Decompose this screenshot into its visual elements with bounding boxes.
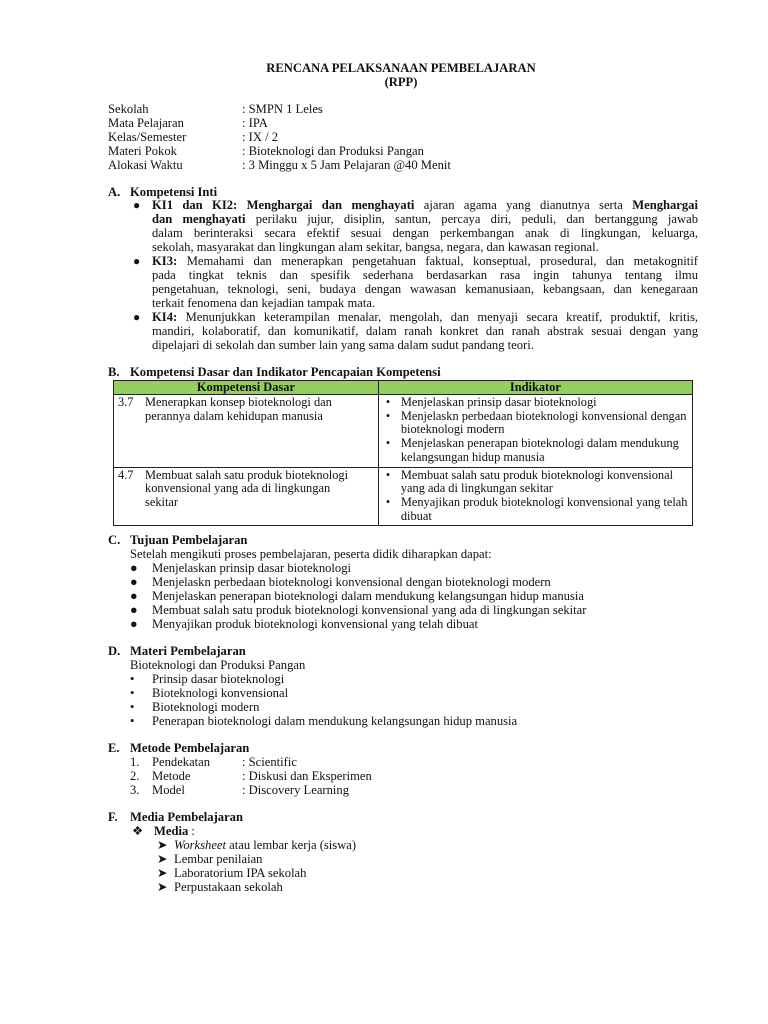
identity-label: Alokasi Waktu — [108, 158, 183, 172]
ki12-line4: sekolah, masyarakat dan lingkungan alam sekitar, bangsa, negara, dan kawasan regional. — [152, 240, 599, 254]
section-d-intro: Bioteknologi dan Produksi Pangan — [130, 658, 306, 672]
list-item: ● Menyajikan produk bioteknologi konvensional yang telah dibuat — [130, 617, 478, 631]
section-a-heading: A. Kompetensi Inti — [108, 185, 218, 199]
identity-label: Sekolah — [108, 102, 149, 116]
ki12-line3: dalam berinteraksi secara efektif sesuai dengan perkembangan anak di lingkungan, keluarga, — [152, 226, 698, 240]
ki3-line1: KI3: Memahami dan menerapkan pengetahuan faktual, konseptual, prosedural, dan metakognitif — [152, 254, 698, 268]
method-label: Pendekatan — [152, 755, 211, 769]
kd-cell: 4.7 Membuat salah satu produk bioteknologi konvensional yang ada di lingkungan sekitar — [114, 467, 379, 526]
ki4-line1: KI4: Menunjukkan keterampilan menalar, mengolah, dan menyaji secara kreatif, produktif, kritis, — [152, 310, 698, 324]
indicator-item: • Membuat salah satu produk bioteknologi konvensional yang ada di lingkungan sekitar — [383, 469, 690, 496]
method-value: : Diskusi dan Eksperimen — [242, 769, 372, 783]
section-f-heading: F. Media Pembelajaran — [108, 810, 243, 824]
section-d-heading: D. Materi Pembelajaran — [108, 644, 246, 658]
list-item: ● Menjelaskan prinsip dasar bioteknologi — [130, 561, 352, 575]
ki3-line3: pengetahuan, teknologi, seni, budaya dengan wawasan kemanusiaan, kebangsaan, dan kenegaraan — [152, 282, 698, 296]
bullet-dot: ● — [130, 589, 138, 603]
table-row — [114, 395, 693, 468]
bullet-dot: ● — [133, 198, 141, 212]
table-row — [114, 467, 693, 526]
diamond-bullet-icon: ❖ — [132, 824, 144, 838]
bullet-dot: ● — [133, 310, 141, 324]
section-e-heading: E. Metode Pembelajaran — [108, 741, 250, 755]
list-item: • Bioteknologi modern — [130, 700, 260, 714]
section-c-intro: Setelah mengikuti proses pembelajaran, peserta didik diharapkan dapat: — [130, 547, 492, 561]
method-num: 3. — [130, 783, 140, 797]
indicator-item: • Menyajikan produk bioteknologi konvensional yang telah dibuat — [383, 496, 690, 523]
column-header: Indikator — [378, 381, 692, 395]
small-bullet: • — [130, 686, 135, 700]
section-b-heading: B. Kompetensi Dasar dan Indikator Pencapaian Kompetensi — [108, 365, 441, 379]
column-header: Kompetensi Dasar — [114, 381, 379, 395]
list-item: • Bioteknologi konvensional — [130, 686, 289, 700]
list-item: ➤ Laboratorium IPA sekolah — [157, 866, 307, 880]
ki12-line2: dan menghayati perilaku jujur, disiplin, santun, percaya diri, peduli, dan bertanggung jawab — [152, 212, 698, 226]
identity-label: Materi Pokok — [108, 144, 177, 158]
identity-value: : SMPN 1 Leles — [242, 102, 323, 116]
arrowhead-bullet-icon: ➤ — [157, 866, 168, 880]
small-bullet: • — [130, 672, 135, 686]
ki12-paragraph: KI1 dan KI2: Menghargai dan menghayati ajaran agama yang dianutnya serta Menghargai — [152, 198, 698, 212]
section-c-heading: C. Tujuan Pembelajaran — [108, 533, 248, 547]
bullet-dot: ● — [130, 617, 138, 631]
list-item: ● Menjelaskn perbedaan bioteknologi konvensional dengan bioteknologi modern — [130, 575, 551, 589]
bullet-dot: ● — [130, 603, 138, 617]
arrowhead-bullet-icon: ➤ — [157, 880, 168, 894]
arrowhead-bullet-icon: ➤ — [157, 852, 168, 866]
list-item: • Prinsip dasar bioteknologi — [130, 672, 285, 686]
method-num: 2. — [130, 769, 140, 783]
indicator-item: • Menjelaskn perbedaan bioteknologi konvensional dengan bioteknologi modern — [383, 410, 690, 437]
identity-value: : Bioteknologi dan Produksi Pangan — [242, 144, 424, 158]
identity-value: : 3 Minggu x 5 Jam Pelajaran @40 Menit — [242, 158, 451, 172]
ki3-line4: terkait fenomena dan kejadian tampak mata. — [152, 296, 376, 310]
list-item: ● Menjelaskan penerapan bioteknologi dalam mendukung kelangsungan hidup manusia — [130, 589, 584, 603]
identity-value: : IPA — [242, 116, 268, 130]
small-bullet: • — [130, 700, 135, 714]
indicator-item: • Menjelaskan prinsip dasar bioteknologi — [383, 396, 690, 410]
method-value: : Discovery Learning — [242, 783, 350, 797]
method-label: Model — [152, 783, 185, 797]
method-num: 1. — [130, 755, 140, 769]
document-title: RENCANA PELAKSANAAN PEMBELAJARAN — [266, 61, 536, 75]
list-item: ● Membuat salah satu produk bioteknologi konvensional yang ada di lingkungan sekitar — [130, 603, 587, 617]
bullet-dot: ● — [130, 575, 138, 589]
bullet-dot: ● — [130, 561, 138, 575]
list-item: ➤ Lembar penilaian — [157, 852, 263, 866]
media-line: ❖ Media : — [132, 824, 195, 838]
list-item: ➤ Perpustakaan sekolah — [157, 880, 283, 894]
bullet-dot: ● — [133, 254, 141, 268]
kd-cell: 3.7 Menerapkan konsep bioteknologi dan perannya dalam kehidupan manusia — [114, 395, 379, 468]
identity-value: : IX / 2 — [242, 130, 279, 144]
ki3-line2: pada tingkat teknis dan spesifik sederhana berdasarkan rasa ingin tahunya tentang ilmu — [152, 268, 698, 282]
indicator-item: • Menjelaskan penerapan bioteknologi dalam mendukung kelangsungan hidup manusia — [383, 437, 690, 464]
arrowhead-bullet-icon: ➤ — [157, 838, 168, 852]
indicator-cell — [378, 395, 692, 468]
small-bullet: • — [130, 714, 135, 728]
list-item: ➤ Worksheet atau lembar kerja (siswa) — [157, 838, 357, 852]
ki4-line3: dipelajari di sekolah dan sumber lain yang sama dalam sudut pandang teori. — [152, 338, 534, 352]
identity-label: Mata Pelajaran — [108, 116, 184, 130]
indicator-cell — [378, 467, 692, 526]
list-item: • Penerapan bioteknologi dalam mendukung kelangsungan hidup manusia — [130, 714, 518, 728]
ki4-line2: mandiri, kolaboratif, dan komunikatif, dalam ranah konkret dan ranah abstrak sesuai dengan yang — [152, 324, 698, 338]
document-subtitle: (RPP) — [384, 75, 418, 89]
identity-label: Kelas/Semester — [108, 130, 187, 144]
competency-table — [113, 380, 693, 526]
method-value: : Scientific — [242, 755, 297, 769]
table-header-row — [114, 381, 693, 395]
method-label: Metode — [152, 769, 191, 783]
